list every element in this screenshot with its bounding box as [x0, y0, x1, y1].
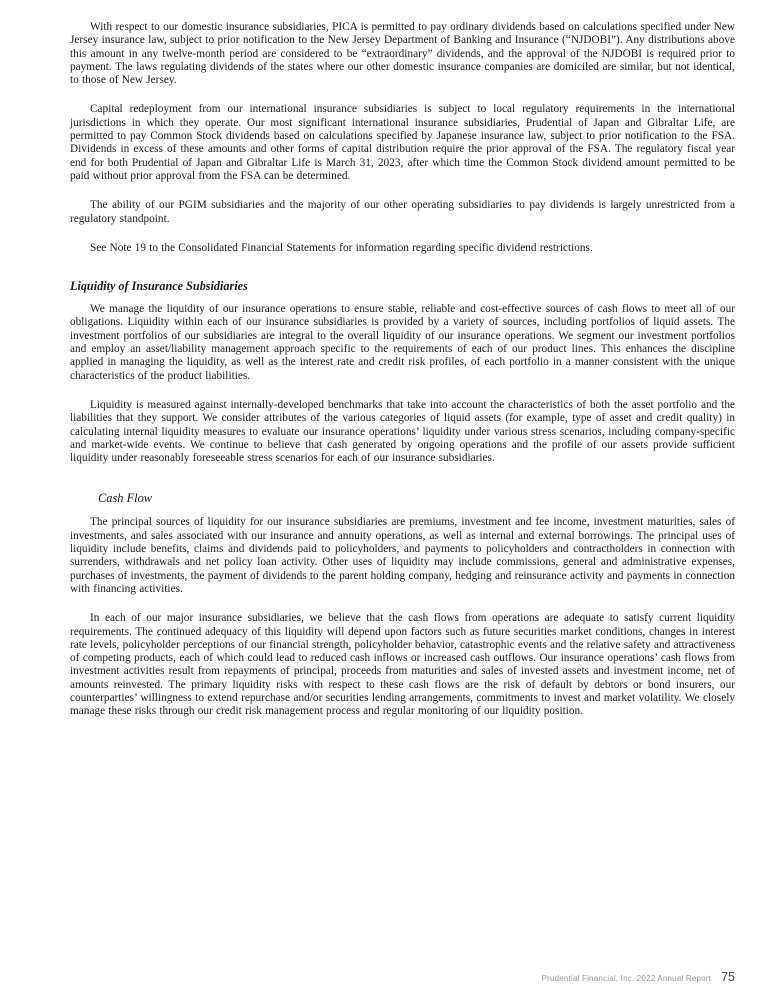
- footer-page-number: 75: [721, 970, 735, 984]
- section-heading-liquidity-of-insurance-subsidiaries: Liquidity of Insurance Subsidiaries: [70, 279, 248, 294]
- subsection-heading-cash-flow: Cash Flow: [98, 491, 153, 506]
- paragraph-liquidity-benchmarks: Liquidity is measured against internally-developed benchmarks that take into account the characteristics of both the asset portfolio and the liabilities that they support. We consider attributes of the various categories of liquid assets (for example, type of asset and credit quality) in calculating internal liquidity measures to evaluate our insurance operations’ liquidity under various stress scenarios, including company-specific and market-wide events. We continue to believe that cash generated by ongoing operations and the profile of our assets provide sufficient liquidity under reasonably foreseeable stress scenarios for each of our insurance subsidiaries.: [70, 398, 735, 465]
- page-body: [70, 21, 735, 735]
- paragraph-cash-flow-sources: The principal sources of liquidity for our insurance subsidiaries are premiums, investment and fee income, investment maturities, sales of investments, and sales associated with our insurance and annuity operations, as well as internal and external borrowings. The principal uses of liquidity include benefits, claims and dividends paid to policyholders, and payments to policyholders and contractholders in connection with surrenders, withdrawals and net policy loan activity. Other uses of liquidity may include commissions, general and administrative expenses, purchases of investments, the payment of dividends to the parent holding company, hedging and reinsurance activity and payments in connection with financing activities.: [70, 516, 735, 595]
- paragraph-cash-flow-adequacy: In each of our major insurance subsidiaries, we believe that the cash flows from operations are adequate to satisfy current liquidity requirements. The continued adequacy of this liquidity will depend upon factors such as future securities market conditions, changes in interest rate levels, policyholder perceptions of our financial strength, policyholder behavior, catastrophic events and the relative safety and attractiveness of competing products, each of which could lead to reduced cash inflows or increased cash outflows. Our insurance operations’ cash flows from investment activities result from repayments of principal, proceeds from maturities and sales of invested assets and investment income, net of amounts reinvested. The primary liquidity risks with respect to these cash flows are the risk of default by debtors or bond insurers, our counterparties’ willingness to extend repurchase and/or securities lending arrangements, commitments to invest and market volatility. We closely manage these risks through our credit risk management process and regular monitoring of our liquidity position.: [70, 612, 735, 718]
- paragraph-note-reference: See Note 19 to the Consolidated Financial Statements for information regarding specific dividend restrictions.: [90, 241, 593, 254]
- paragraph-liquidity-management: We manage the liquidity of our insurance operations to ensure stable, reliable and cost-effective sources of cash flows to meet all of our obligations. Liquidity within each of our insurance subsidiaries is provided by a variety of sources, including portfolios of liquid assets. The investment portfolios of our subsidiaries are integral to the overall liquidity of our insurance operations. We segment our investment portfolios and employ an asset/liability management approach specific to the requirements of each of our product lines. This enhances the discipline applied in managing the liquidity, as well as the interest rate and credit risk profiles, of each portfolio in a manner consistent with the unique characteristics of the product liabilities.: [70, 303, 735, 382]
- paragraph-pgim-unrestricted: The ability of our PGIM subsidiaries and the majority of our other operating subsidiaries to pay dividends is largely unrestricted from a regulatory standpoint.: [70, 199, 735, 225]
- paragraph-domestic-dividends: With respect to our domestic insurance subsidiaries, PICA is permitted to pay ordinary dividends based on calculations specified under New Jersey insurance law, subject to prior notification to the New Jersey Department of Banking and Insurance (“NJDOBI”). Any distributions above this amount in any twelve-month period are considered to be “extraordinary” dividends, and the approval of the NJDOBI is required prior to payment. The laws regulating dividends of the states where our other domestic insurance companies are domiciled are similar, but not identical, to those of New Jersey.: [70, 21, 735, 87]
- paragraph-international-redeployment: Capital redeployment from our international insurance subsidiaries is subject to local regulatory requirements in the international jurisdictions in which they operate. Our most significant international insurance subsidiaries, Prudential of Japan and Gibraltar Life, are permitted to pay Common Stock dividends based on calculations specified by Japanese insurance law, subject to prior notification to the FSA. Dividends in excess of these amounts and other forms of capital distribution require the prior approval of the FSA. The regulatory fiscal year end for both Prudential of Japan and Gibraltar Life is March 31, 2023, after which time the Common Stock dividend amount permitted to be paid without prior approval from the FSA can be determined.: [70, 103, 735, 182]
- page-footer: [542, 970, 735, 984]
- footer-report-title: Prudential Financial, Inc. 2022 Annual Report: [541, 974, 712, 983]
